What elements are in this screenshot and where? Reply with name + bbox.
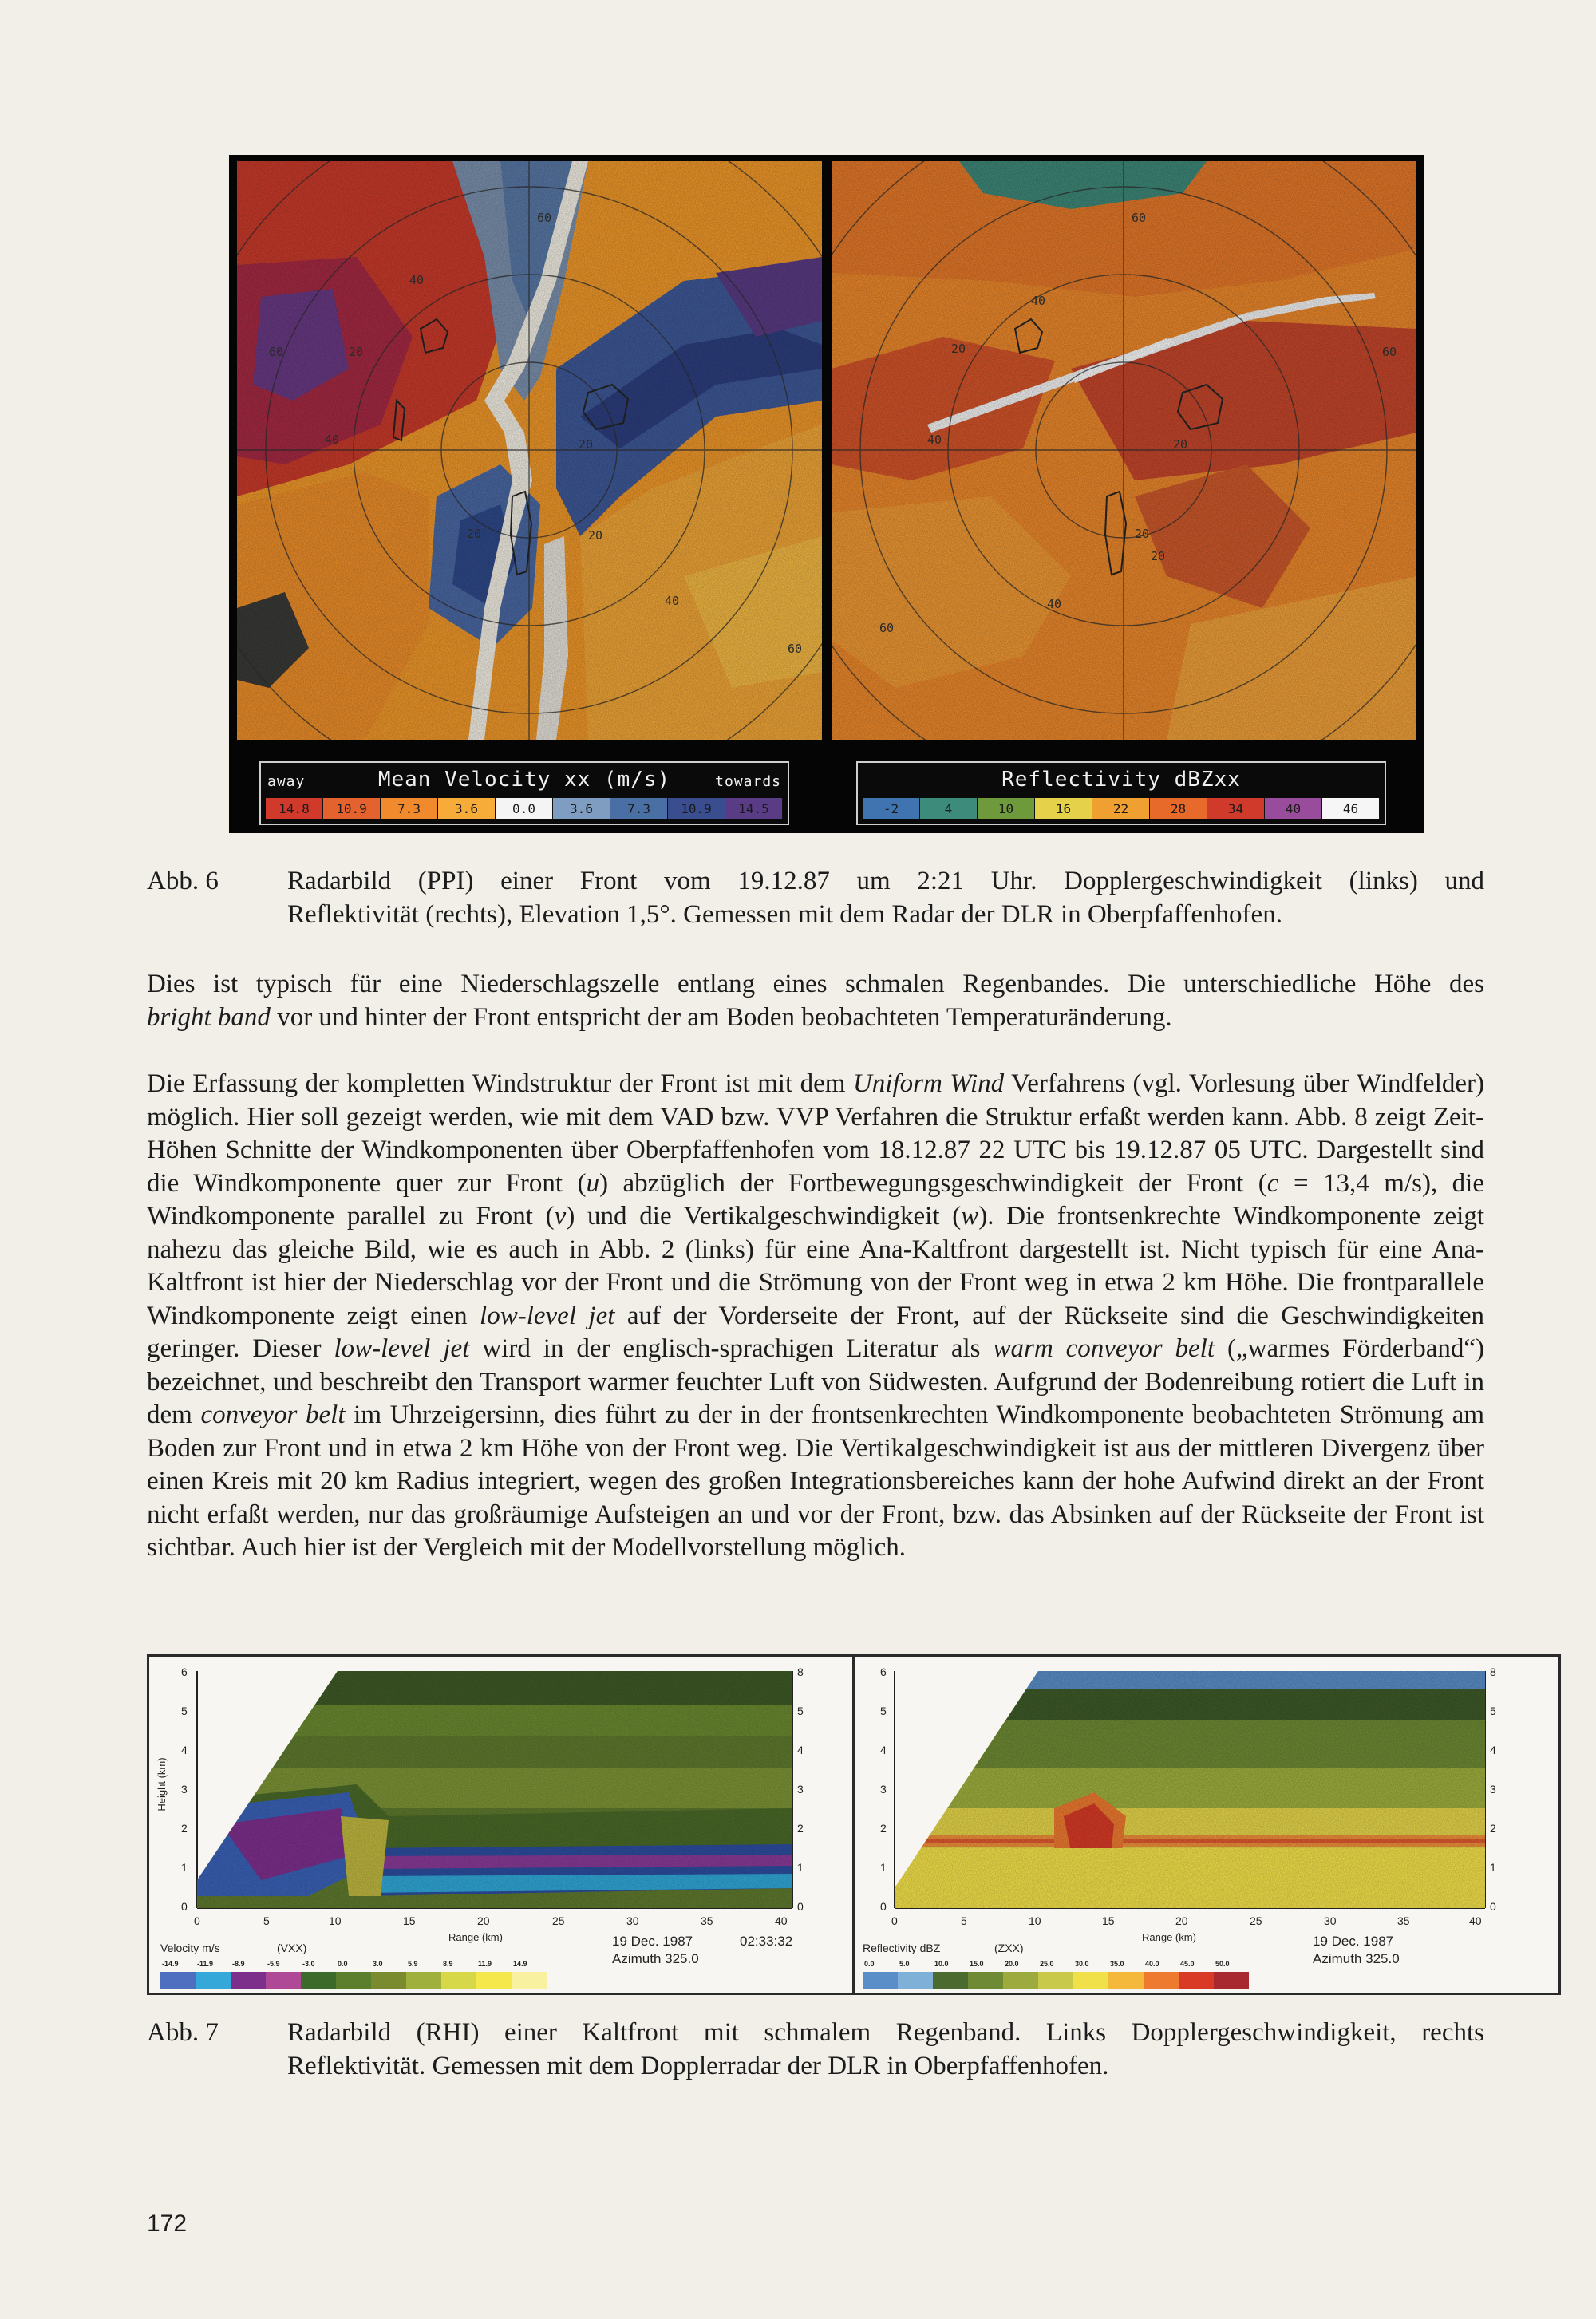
legend-color-swatch [441, 1972, 476, 1989]
legend-value: 50.0 [1215, 1960, 1230, 1968]
reflectivity-scale-chip: 22 [1092, 798, 1150, 819]
y-tick-right: 5 [1490, 1705, 1496, 1717]
scale-towards-label: towards [715, 773, 781, 790]
velocity-scale-chip: 7.3 [381, 798, 438, 819]
legend-code: (VXX) [277, 1942, 307, 1954]
legend-value: 25.0 [1040, 1960, 1054, 1968]
legend-color-swatch [266, 1972, 301, 1989]
ppi-reflectivity-image [832, 161, 1416, 740]
x-tick: 35 [1397, 1914, 1410, 1927]
x-axis-label: Range (km) [1142, 1931, 1196, 1943]
y-tick: 2 [880, 1822, 887, 1835]
legend-color-swatch [476, 1972, 512, 1989]
legend-value: 20.0 [1005, 1960, 1019, 1968]
text-run: ). Die frontsenkrechte Windkomponente zeigt nahezu das gleiche Bild, wie es auch in Abb. 2 (links) für eine Ana-Kaltfront dargestellt ist. Nicht typisch für eine Ana-Kaltfront ist hier der Niederschlag vor der Front und die Strömung von der Front weg in etwa 2 km Höhe. Die frontparallele Windkomponente zeigt einen [147, 1202, 1485, 1330]
y-tick: 5 [181, 1705, 188, 1717]
reflectivity-scale-title: Reflectivity dBZxx [1001, 768, 1241, 792]
ring-label: 20 [1135, 527, 1150, 541]
text-run: = 13,4 m/s), die Windkomponente parallel zu Front ( [147, 1168, 1484, 1231]
ring-label: 40 [927, 433, 942, 447]
x-tick: 5 [263, 1914, 270, 1927]
legend-color-swatch [371, 1972, 406, 1989]
legend-title: Reflectivity dBZ [863, 1942, 941, 1954]
ring-label: 20 [1151, 549, 1166, 563]
legend-value: 0.0 [864, 1960, 875, 1968]
legend-color-swatch [933, 1972, 968, 1989]
ring-label: 60 [788, 642, 803, 656]
italic-term: v [554, 1202, 567, 1231]
legend-value: 15.0 [970, 1960, 984, 1968]
text-run: im Uhrzeigersinn, dies führt zu der in der frontsenkrechten Windkomponente beobachteten Strömung am Boden zur Front und in etwa 2 km Höhe von der Front weg. Die Vertikalgeschwindigkeit ist aus der mittleren Divergenz über einen Kreis mit 20 km Radius integriert, wegen des großen Integrationsbereiches kann der hohe Aufwind direkt an der Front nicht erfaßt werden, nur das großräumige Aufsteigen an und vor der Front, bzw. das Absinken auf der Rückseite der Front ist sichtbar. Auch hier ist der Vergleich mit der Modellvorstellung möglich. [147, 1400, 1484, 1562]
y-tick: 6 [880, 1665, 887, 1678]
text-run: („warmes Förderband“) bezeichnet, und beschreibt den Transport warmer feuchter Luft von Südwesten. Aufgrund der Bodenreibung rotiert die Luft in dem [147, 1334, 1484, 1429]
legend-value: 14.9 [513, 1960, 527, 1968]
legend-color-swatch [968, 1972, 1003, 1989]
y-tick-right: 8 [797, 1665, 804, 1678]
y-tick-right: 1 [797, 1861, 804, 1874]
y-tick-right: 2 [797, 1822, 804, 1835]
chart-time: 02:33:32 [740, 1934, 793, 1949]
reflectivity-scale-chip: -2 [863, 798, 920, 819]
text-run: auf der Vorderseite der Front, auf der Rückseite sind die Geschwindigkeiten geringer. Dieser [147, 1301, 1485, 1363]
ring-label: 40 [1031, 294, 1046, 308]
legend-color-swatch [231, 1972, 266, 1989]
ring-label: 20 [349, 345, 364, 359]
legend-value: 8.9 [443, 1960, 453, 1968]
legend-value: 35.0 [1110, 1960, 1124, 1968]
y-tick-right: 5 [797, 1705, 804, 1717]
x-tick: 15 [1102, 1914, 1115, 1927]
x-tick: 25 [552, 1914, 565, 1927]
ring-label: 20 [467, 527, 482, 541]
velocity-scale-chip: 3.6 [438, 798, 496, 819]
italic-term: low-level jet [480, 1301, 615, 1330]
legend-color-swatch [160, 1972, 196, 1989]
velocity-scale-chip: 14.5 [725, 798, 783, 819]
x-tick: 10 [329, 1914, 342, 1927]
ring-label: 40 [665, 594, 680, 608]
velocity-scale-chip: 0.0 [496, 798, 553, 819]
page-number: 172 [147, 2210, 188, 2237]
legend-color-swatch [1179, 1972, 1214, 1989]
legend-value: -3.0 [302, 1960, 315, 1968]
text-run: Verfahrens (vgl. Vorlesung über Windfelder) möglich. Hier soll gezeigt werden, wie mit dem VAD bzw. VVP Verfahren die Struktur erfaßt werden kann. Abb. 8 zeigt Zeit-Höhen Schnitte der Windkomponenten über Oberpfaffenhofen vom 18.12.87 22 UTC bis 19.12.87 05 UTC. Dargestellt sind die Windkomponente quer zur Front ( [147, 1069, 1484, 1198]
text-run: wird in der englisch-sprachigen Literatur als [469, 1334, 994, 1363]
legend-value: 3.0 [373, 1960, 383, 1968]
y-tick-right: 3 [1490, 1783, 1496, 1796]
velocity-scale-chip: 10.9 [668, 798, 725, 819]
reflectivity-color-scale [856, 761, 1386, 825]
legend-value: 30.0 [1075, 1960, 1089, 1968]
legend-color-swatch [863, 1972, 898, 1989]
x-tick: 20 [1175, 1914, 1188, 1927]
paragraph-1-line2: vor und hinter der Front entspricht der am Boden beobachteten Temperaturänderung. [270, 1002, 1172, 1032]
velocity-scale-chip: 14.8 [266, 798, 323, 819]
velocity-scale-chip: 10.9 [323, 798, 381, 819]
x-tick: 35 [701, 1914, 713, 1927]
x-tick: 30 [1324, 1914, 1337, 1927]
legend-value: 11.9 [478, 1960, 492, 1968]
legend-color-swatch [1073, 1972, 1108, 1989]
velocity-color-scale [259, 761, 789, 825]
legend-value: 5.9 [408, 1960, 418, 1968]
x-tick: 15 [403, 1914, 416, 1927]
legend-value: 45.0 [1180, 1960, 1195, 1968]
paragraph-2 [147, 1068, 1484, 1565]
legend-value: -5.9 [267, 1960, 280, 1968]
fig7-caption-line1: Radarbild (RHI) einer Kaltfront mit schmalem Regenband. Links Dopplergeschwindigkeit, rechts [287, 2018, 1484, 2047]
x-tick: 25 [1250, 1914, 1262, 1927]
legend-value: 10.0 [934, 1960, 949, 1968]
y-tick: 1 [181, 1861, 188, 1874]
reflectivity-scale-chip: 4 [920, 798, 978, 819]
reflectivity-scale-chip: 34 [1207, 798, 1265, 819]
legend-value: 5.0 [899, 1960, 910, 1968]
rhi-reflectivity-chart [852, 1654, 1561, 1995]
fig6-caption-line2: Reflektivität (rechts), Elevation 1,5°. Gemessen mit dem Radar der DLR in Oberpfaffenhofen. [287, 900, 1282, 929]
italic-term: conveyor belt [200, 1400, 346, 1429]
x-tick: 20 [477, 1914, 490, 1927]
x-tick: 40 [775, 1914, 788, 1927]
x-tick: 0 [891, 1914, 898, 1927]
reflectivity-scale-chip: 46 [1322, 798, 1380, 819]
legend-color-swatch [336, 1972, 371, 1989]
y-tick-right: 0 [797, 1900, 804, 1913]
paragraph-1-line1: Dies ist typisch für eine Niederschlagszelle entlang eines schmalen Regenbandes. Die unterschiedliche Höhe des [147, 970, 1484, 998]
y-tick: 1 [880, 1861, 887, 1874]
legend-value: -11.9 [197, 1960, 214, 1968]
y-tick-right: 1 [1490, 1861, 1496, 1874]
legend-code: (ZXX) [994, 1942, 1024, 1954]
y-tick-right: 4 [797, 1744, 804, 1756]
y-tick: 0 [880, 1900, 887, 1913]
y-tick: 6 [181, 1665, 188, 1678]
scale-away-label: away [267, 773, 306, 790]
legend-color-swatch [1144, 1972, 1179, 1989]
ring-label: 20 [951, 342, 966, 356]
y-tick: 4 [181, 1744, 188, 1756]
velocity-scale-chip: 7.3 [610, 798, 668, 819]
italic-term: warm conveyor belt [993, 1334, 1215, 1363]
ring-label: 20 [579, 437, 594, 452]
y-tick: 4 [880, 1744, 887, 1756]
chart-date: 19 Dec. 1987 [612, 1934, 693, 1949]
velocity-scale-title: Mean Velocity xx (m/s) [377, 768, 671, 792]
y-tick-right: 2 [1490, 1822, 1496, 1835]
legend-title: Velocity m/s [160, 1942, 220, 1954]
italic-term: w [961, 1202, 979, 1231]
legend-color-swatch [1214, 1972, 1249, 1989]
y-tick-right: 3 [797, 1783, 804, 1796]
ppi-velocity-image [237, 161, 822, 740]
x-tick: 0 [194, 1914, 200, 1927]
legend-color-swatch [196, 1972, 231, 1989]
legend-color-swatch [1108, 1972, 1144, 1989]
velocity-legend-scale [160, 1972, 547, 1989]
chart-azimuth: Azimuth 325.0 [612, 1951, 699, 1966]
fig6-caption-label: Abb. 6 [147, 867, 219, 895]
y-tick: 2 [181, 1822, 188, 1835]
legend-value: -14.9 [162, 1960, 179, 1968]
rhi-velocity-chart [147, 1654, 855, 1995]
text-run: Die Erfassung der kompletten Windstruktur der Front ist mit dem [147, 1069, 853, 1098]
reflectivity-scale-chip: 28 [1150, 798, 1207, 819]
fig7-caption-label: Abb. 7 [147, 2018, 219, 2047]
y-tick: 3 [181, 1783, 188, 1796]
velocity-scale-chip: 3.6 [553, 798, 610, 819]
y-tick: 0 [181, 1900, 188, 1913]
y-tick: 5 [880, 1705, 887, 1717]
text-run: ) und die Vertikalgeschwindigkeit ( [566, 1202, 962, 1231]
x-axis-label: Range (km) [448, 1931, 503, 1943]
y-tick-right: 4 [1490, 1744, 1496, 1756]
italic-term: low-level jet [334, 1334, 470, 1363]
ppi-radar-figure [229, 155, 1424, 833]
legend-color-swatch [898, 1972, 933, 1989]
ring-label: 40 [325, 433, 340, 447]
chart-date: 19 Dec. 1987 [1313, 1934, 1394, 1949]
ring-label: 60 [1382, 345, 1397, 359]
ring-label: 60 [879, 621, 895, 635]
y-tick-right: 8 [1490, 1665, 1496, 1678]
legend-color-swatch [301, 1972, 336, 1989]
reflectivity-scale-chip: 40 [1265, 798, 1322, 819]
legend-color-swatch [406, 1972, 441, 1989]
italic-term: u [586, 1168, 600, 1198]
x-tick: 40 [1469, 1914, 1482, 1927]
ring-label: 40 [409, 273, 425, 287]
reflectivity-scale-chip: 10 [978, 798, 1035, 819]
x-tick: 30 [626, 1914, 639, 1927]
ring-label: 20 [1173, 437, 1188, 452]
reflectivity-scale-chips [863, 798, 1380, 819]
legend-color-swatch [1003, 1972, 1038, 1989]
legend-value: 40.0 [1145, 1960, 1159, 1968]
fig6-caption-line1: Radarbild (PPI) einer Front vom 19.12.87 um 2:21 Uhr. Dopplergeschwindigkeit (links) und [287, 867, 1484, 895]
legend-color-swatch [1038, 1972, 1073, 1989]
fig7-caption-line2: Reflektivität. Gemessen mit dem Dopplerradar der DLR in Oberpfaffenhofen. [287, 2052, 1109, 2080]
x-tick: 5 [961, 1914, 967, 1927]
y-axis-label: Height (km) [156, 1757, 168, 1811]
ring-label: 20 [588, 528, 603, 543]
legend-value: -8.9 [232, 1960, 245, 1968]
chart-azimuth: Azimuth 325.0 [1313, 1951, 1400, 1966]
reflectivity-legend-scale [863, 1972, 1249, 1989]
y-tick-right: 0 [1490, 1900, 1496, 1913]
reflectivity-scale-chip: 16 [1035, 798, 1092, 819]
paragraph-1 [147, 968, 1484, 1034]
legend-color-swatch [512, 1972, 547, 1989]
velocity-scale-chips [266, 798, 783, 819]
italic-term: c [1266, 1168, 1279, 1198]
ring-label: 60 [1132, 211, 1147, 225]
ring-label: 60 [269, 345, 284, 359]
bright-band-term: bright band [147, 1002, 271, 1032]
x-tick: 10 [1029, 1914, 1041, 1927]
text-run: ) abzüglich der Fortbewegungsgeschwindigkeit der Front ( [599, 1168, 1267, 1198]
italic-term: Uniform Wind [852, 1069, 1005, 1098]
y-tick: 3 [880, 1783, 887, 1796]
legend-value: 0.0 [338, 1960, 348, 1968]
ring-label: 40 [1047, 597, 1062, 611]
ring-label: 60 [537, 211, 552, 225]
